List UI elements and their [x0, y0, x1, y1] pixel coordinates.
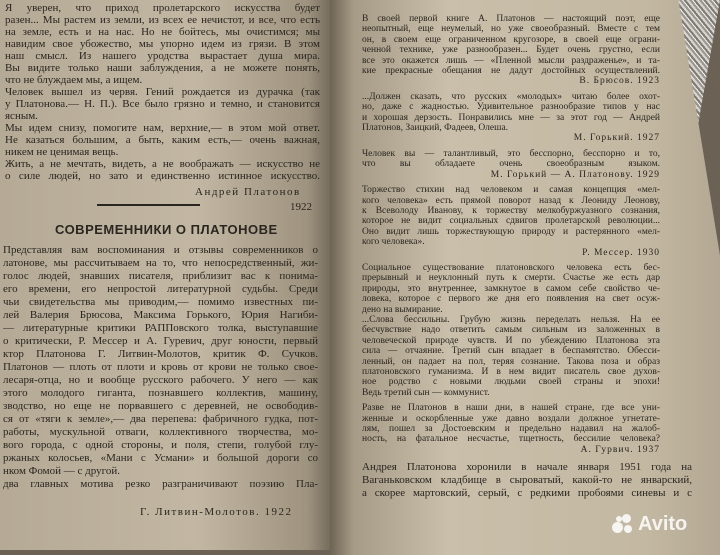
text-line: ся от «тяги к земле»,— два перепева: фабричного гудка, пот- [3, 413, 318, 425]
text-line: два главных мотива резко разграничивают поэзию Пла- [3, 478, 318, 490]
text-line: нком Фомой — с другой. [3, 465, 120, 477]
text-line: он, в своем еще ограниченном кругозоре, в своей еще ограни- [362, 34, 660, 45]
divider-rule [97, 204, 200, 206]
text-line: человеческой природе чувств. И по убеждению Платонова эта [362, 335, 660, 346]
text-line: а скорее мартовский, серый, с редкими пробоями синевы и с [362, 487, 692, 500]
text-line: Человек вышел из червя. Гений рождается из дурачка (так [5, 86, 320, 98]
text-line: Человек вы — талантливый, это бесспорно, бесспорно и то, [362, 148, 660, 159]
closing-paragraph [362, 461, 692, 500]
text-line: все это окажется лишь — «Пленной мысли раздраженье», и та- [362, 55, 660, 66]
text-line: Жить, а не мечтать, видеть, а не воображать — искусство не [5, 158, 320, 170]
text-line: ...Должен сказать, что русских «молодых» читаю более охот- [362, 91, 660, 102]
text-line: Я уверен, что приход пролетарского искусства будет [5, 2, 320, 14]
text-line: о силе людей, но зато и единственно истинное искусство. [5, 170, 320, 182]
text-line: сила — отчаяние. Третий сын впадает в беспамятство. Обесси- [362, 346, 660, 357]
text-line: латонове, мы рассчитываем на то, что непосредственный, жи- [3, 257, 318, 269]
text-line: Не казаться большим, а быть, каким есть,— очень важная, [5, 134, 320, 146]
text-line: ленный, он падает на пол, теряя сознание. Такова поза и образ [362, 356, 660, 367]
text-line: у Платонова.— Н. П.). Все было грязно и темно, и становится [5, 98, 320, 110]
text-line: лесаря-отца, но и вообще русского рабочего. У него — как [3, 374, 318, 386]
text-line: В своей первой книге А. Платонов — настоящий поэт, еще [362, 14, 660, 24]
text-line: — литературные критики РАППовского толка, выступавшие [3, 322, 318, 334]
text-line: которое не видит социальных сдвигов пролетарской революции... [362, 216, 660, 227]
text-line: его времени, его непростой литературной судьбы. Среди [3, 283, 318, 295]
right-page-text [362, 14, 692, 500]
text-line: прерывный и неуклонный путь к смерти. Счастье же есть дар [362, 273, 660, 284]
text-line: дено на вымирание. [362, 304, 443, 315]
text-line: ность, на фатальное несчастье, тщетность, бессилие человека? [362, 434, 660, 445]
text-line: зводство, но еще не порвавшего с деревней, не освободив- [3, 400, 318, 412]
text-line: Платонов, Заицкий, Фадеев, Олеша. [362, 123, 509, 134]
quote-signature: В. Брюсов. 1923 [579, 76, 660, 87]
text-line: Социальное существование платоновского человека есть бес- [362, 262, 660, 273]
quote-signature: Р. Мессер. 1930 [582, 247, 660, 258]
text-line: Представляя вам воспоминания и отзывы современников о [3, 244, 318, 256]
text-line: кие прекрасные обещания не дадут достойных осуществлений. [362, 66, 660, 77]
text-line: на земле, есть и на нас. Но не бойтесь, мы очистимся; мы [5, 26, 320, 38]
text-line: этого молодого гиганта, познавшего коллектив, машину, [3, 387, 318, 399]
text-line: никем не ценимая вещь. [5, 146, 119, 158]
text-line: навидим свое убожество, мы упорно идем из грязи. В этом [5, 38, 320, 50]
body-signature: Г. Литвин-Молотов. 1922 [140, 506, 293, 518]
text-line: Ваганьковском кладбище в сыроватый, какой-то не январский, [362, 474, 692, 487]
avito-logo-icon [612, 514, 634, 534]
avito-watermark [612, 512, 687, 536]
text-line: о критически, Р. Мессер и А. Гуревич, друг юности, первый [3, 335, 318, 347]
quote-signature: М. Горький — А. Платонову. 1929 [490, 169, 660, 180]
text-line: Ведь третий сын — коммунист. [362, 387, 490, 398]
quote-signature: М. Горький. 1927 [573, 133, 660, 144]
text-line: Андрея Платонова хоронили в начале января 1951 года на [362, 461, 692, 474]
text-line: бесчувствие надо ответить самым сильным из заложенных в [362, 325, 660, 336]
text-line: женные и оскорбленные уже давно воздали должное угнетате- [362, 413, 660, 424]
top-year: 1922 [290, 201, 312, 213]
text-line: ...Слова бессильны. Грубую жизнь переделать нельзя. На ее [362, 314, 660, 325]
text-line: чьи свидетельства мы приводим,— помимо известных пи- [3, 296, 318, 308]
text-line: и хорошая дерзость. Понравились мне — за этот год — Андрей [362, 112, 660, 123]
section-heading: СОВРЕМЕННИКИ О ПЛАТОНОВЕ [55, 222, 278, 237]
text-line: ржаных колосьев, «Мани с Усмани» и большой дороги со [3, 452, 318, 464]
text-line: Вы видите только наши заблуждения, а не можете понять, [5, 62, 320, 74]
text-line: работы, мускульной отваги, коллективного творчества, мо- [3, 426, 318, 438]
text-line: Оно видит лишь торжествующую природу и растерянного «мел- [362, 226, 660, 237]
text-line: вого города, с одной стороны, и поля, степи, голубой глу- [3, 439, 318, 451]
text-line: но, даже с жадностью. Удивительное разнообразие типов у нас [362, 102, 660, 113]
text-line: лям, пошел за Достоевским и предельно надавил на жалоб- [362, 424, 660, 435]
text-line: голос людей, знавших писателя, приблизит вас к понима- [3, 270, 318, 282]
text-line: платоновского гуманизма. И в нем видит писатель свое духов- [362, 367, 660, 377]
text-line: ловека, которое с первого же дня его появления на свет осуж- [362, 294, 660, 305]
text-line: Мы идем снизу, помогите нам, верхние,— в этом мой ответ. [5, 122, 320, 134]
text-line: неопытный, еще неумелый, но уже своеобразный. Вместе с тем [362, 24, 660, 35]
text-line: ясным. [5, 110, 38, 122]
text-line: лей Валерия Брюсова, Максима Горького, Юрия Нагиби- [3, 309, 318, 321]
left-body-text [3, 244, 318, 491]
text-line: ное родство с новыми людьми своей страны и эпохи! [362, 377, 660, 388]
avito-text: Avito [638, 513, 688, 535]
text-line: наш смысл. Из нашего уродства вырастает душа мира. [5, 50, 320, 62]
text-line: кого человека» есть прямой поворот назад к Леониду Леонову, [362, 195, 660, 206]
quote-signature: А. Гурвич. 1937 [580, 444, 660, 455]
text-line: природы, это внутреннее, замкнутое в самом себе свойство че- [362, 283, 660, 294]
top-signature: Андрей Платонов [195, 186, 301, 198]
text-line: что вы обладаете очень своеобразным языком. [362, 159, 660, 170]
text-line: разен... Мы растем из земли, из всех ее нечистот, и все, что есть [5, 14, 320, 26]
text-line: ченной технике, уже разнообразен... Будет очень грустно, если [362, 45, 660, 56]
text-line: Торжество стихии над человеком и самая концепция «мел- [362, 185, 660, 196]
text-line: к Всеволоду Иванову, к торжеству мелкобуржуазного сознания, [362, 205, 660, 216]
left-top-text [5, 2, 320, 182]
text-line: Платонов — плоть от плоти и кровь от крови не только свое- [3, 361, 318, 373]
text-line: Разве не Платонов в наши дни, в нашей стране, где все уни- [362, 403, 660, 414]
text-line: кого человека». [362, 237, 425, 248]
text-line: что не блуждаем мы, а ищем. [5, 74, 143, 86]
text-line: ктор Платонова Г. Литвин-Молотов, критик Ф. Сучков. [3, 348, 318, 360]
